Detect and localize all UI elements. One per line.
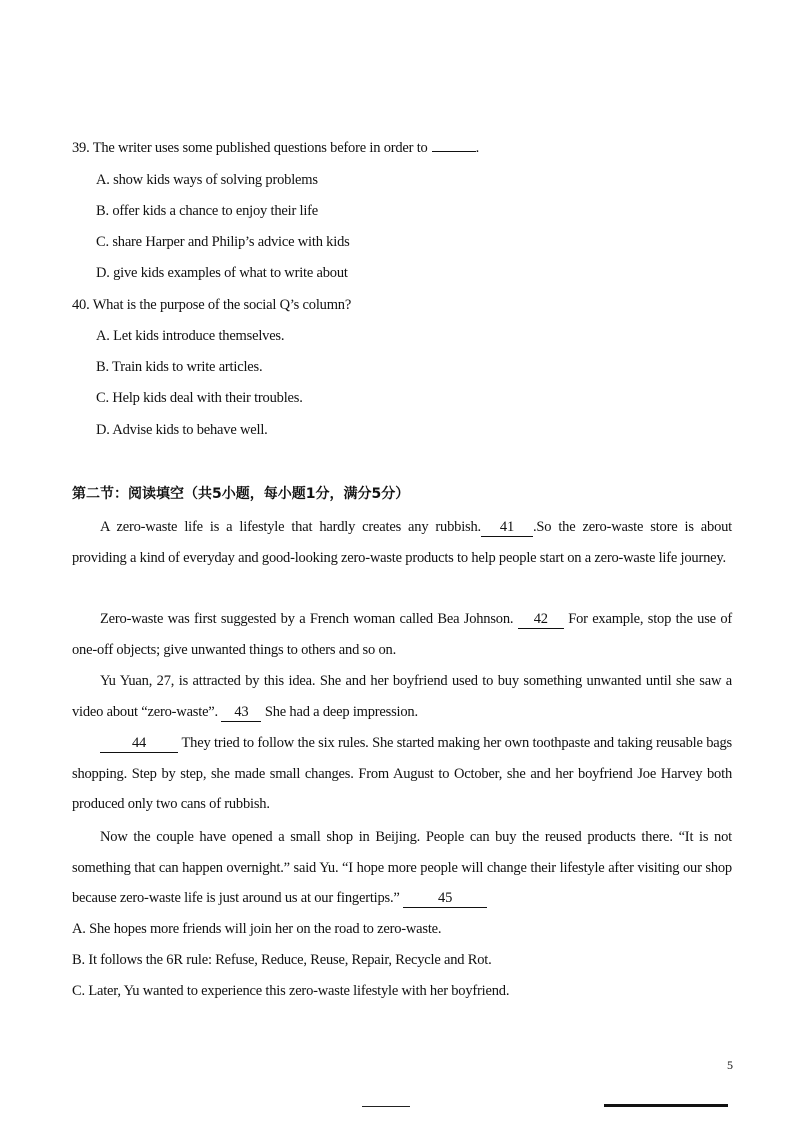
question-40-option-d: D. Advise kids to behave well. (96, 422, 268, 438)
question-39-end: . (475, 140, 480, 156)
question-40-stem: 40. What is the purpose of the social Q’s column? (72, 297, 352, 313)
choice-a: A. She hopes more friends will join her on the road to zero-waste. (72, 921, 442, 937)
blank-45: 45 (403, 890, 487, 908)
passage-paragraph-1 (72, 512, 732, 573)
choice-c: C. Later, Yu wanted to experience this zero-waste lifestyle with her boyfriend. (72, 983, 510, 999)
paragraph-5-text: Now the couple have opened a small shop in Beijing. People can buy the reused products there. “It is not something that can happen overnight.” said Yu. “I hope more people will change their lifestyle after visiting our shop because zero-waste life is just around us at our fingertips.” (72, 829, 732, 906)
passage-paragraph-5 (72, 822, 732, 914)
footer-rule-long (604, 1104, 728, 1107)
question-39-option-a: A. show kids ways of solving problems (96, 172, 318, 188)
question-40-option-b: B. Train kids to write articles. (96, 359, 263, 375)
blank-41: 41 (481, 519, 533, 537)
paragraph-3-text-b: She had a deep impression. (264, 703, 418, 720)
paragraph-4-text: They tried to follow the six rules. She started making her own toothpaste and taking reusable bags shopping. Step by step, she made small changes. From August to October, she and her boyfriend Joe Harvey both produced only two cans of rubbish. (72, 735, 732, 812)
passage-paragraph-2 (72, 604, 732, 665)
question-39-stem (72, 140, 479, 157)
passage-paragraph-3 (72, 666, 732, 727)
question-40-option-a: A. Let kids introduce themselves. (96, 328, 285, 344)
paragraph-1-text-b: .So the zero-waste store is about providing a kind of everyday and good-looking zero-waste products to help people start on a zero-waste life journey. (72, 519, 732, 566)
section-title: 第二节：阅读填空（共5小题，每小题1分，满分5分） (72, 486, 410, 502)
question-39-blank (432, 150, 476, 152)
paragraph-3-text-a: Yu Yuan, 27, is attracted by this idea. She and her boyfriend used to buy something unwanted until she saw a video about “zero-waste”. (72, 673, 732, 720)
choice-b: B. It follows the 6R rule: Refuse, Reduce, Reuse, Repair, Recycle and Rot. (72, 952, 492, 968)
question-39-option-c: C. share Harper and Philip’s advice with kids (96, 234, 350, 250)
question-39-text: 39. The writer uses some published questions before in order to (72, 140, 428, 156)
question-39-option-d: D. give kids examples of what to write about (96, 265, 348, 281)
blank-44: 44 (100, 735, 178, 753)
blank-43: 43 (221, 704, 261, 722)
page-number: 5 (727, 1058, 733, 1072)
question-39-option-b: B. offer kids a chance to enjoy their life (96, 203, 319, 219)
paragraph-2-text-a: Zero-waste was first suggested by a French woman called Bea Johnson. (100, 611, 514, 627)
footer-rule-short (362, 1106, 410, 1107)
paragraph-2-text-b: For example, stop the use of one-off objects; give unwanted things to others and so on. (72, 611, 732, 658)
passage-paragraph-4 (72, 728, 732, 820)
paragraph-1-text-a: A zero-waste life is a lifestyle that hardly creates any rubbish. (100, 519, 481, 535)
question-40-option-c: C. Help kids deal with their troubles. (96, 390, 303, 406)
blank-42: 42 (518, 611, 564, 629)
